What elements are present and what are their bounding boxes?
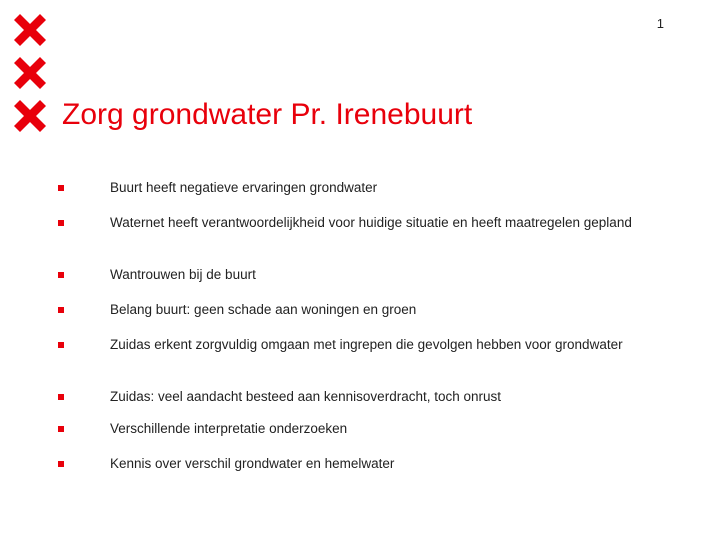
bullet-square-icon	[58, 342, 64, 348]
bullet-text: Verschillende interpretatie onderzoeken	[110, 421, 348, 436]
bullet-square-icon	[58, 461, 64, 467]
bullet-square-icon	[58, 426, 64, 432]
bullet-text: Kennis over verschil grondwater en hemelwater	[110, 456, 395, 471]
bullet-item	[58, 209, 658, 261]
page-number: 1	[656, 16, 664, 31]
bullet-item	[58, 450, 658, 485]
x-cross-icon	[10, 96, 50, 136]
bullet-item	[58, 415, 658, 450]
bullet-item	[58, 383, 658, 415]
bullet-item	[58, 331, 658, 383]
bullet-list	[58, 174, 658, 485]
bullet-item	[58, 261, 658, 296]
x-cross-icon	[10, 10, 50, 50]
bullet-text: Belang buurt: geen schade aan woningen en groen	[110, 302, 417, 317]
bullet-square-icon	[58, 220, 64, 226]
bullet-text: Waternet heeft verantwoordelijkheid voor huidige situatie en heeft maatregelen gepland	[110, 215, 632, 230]
bullet-square-icon	[58, 272, 64, 278]
slide-title: Zorg grondwater Pr. Irenebuurt	[62, 98, 473, 131]
bullet-item	[58, 174, 658, 209]
bullet-text: Zuidas erkent zorgvuldig omgaan met ingrepen die gevolgen hebben voor grondwater	[110, 337, 623, 352]
x-cross-icon	[10, 53, 50, 93]
bullet-square-icon	[58, 185, 64, 191]
bullet-text: Zuidas: veel aandacht besteed aan kennisoverdracht, toch onrust	[110, 389, 501, 404]
bullet-text: Buurt heeft negatieve ervaringen grondwater	[110, 180, 378, 195]
amsterdam-logo	[10, 10, 50, 139]
bullet-item	[58, 296, 658, 331]
bullet-square-icon	[58, 307, 64, 313]
bullet-text: Wantrouwen bij de buurt	[110, 267, 256, 282]
bullet-square-icon	[58, 394, 64, 400]
